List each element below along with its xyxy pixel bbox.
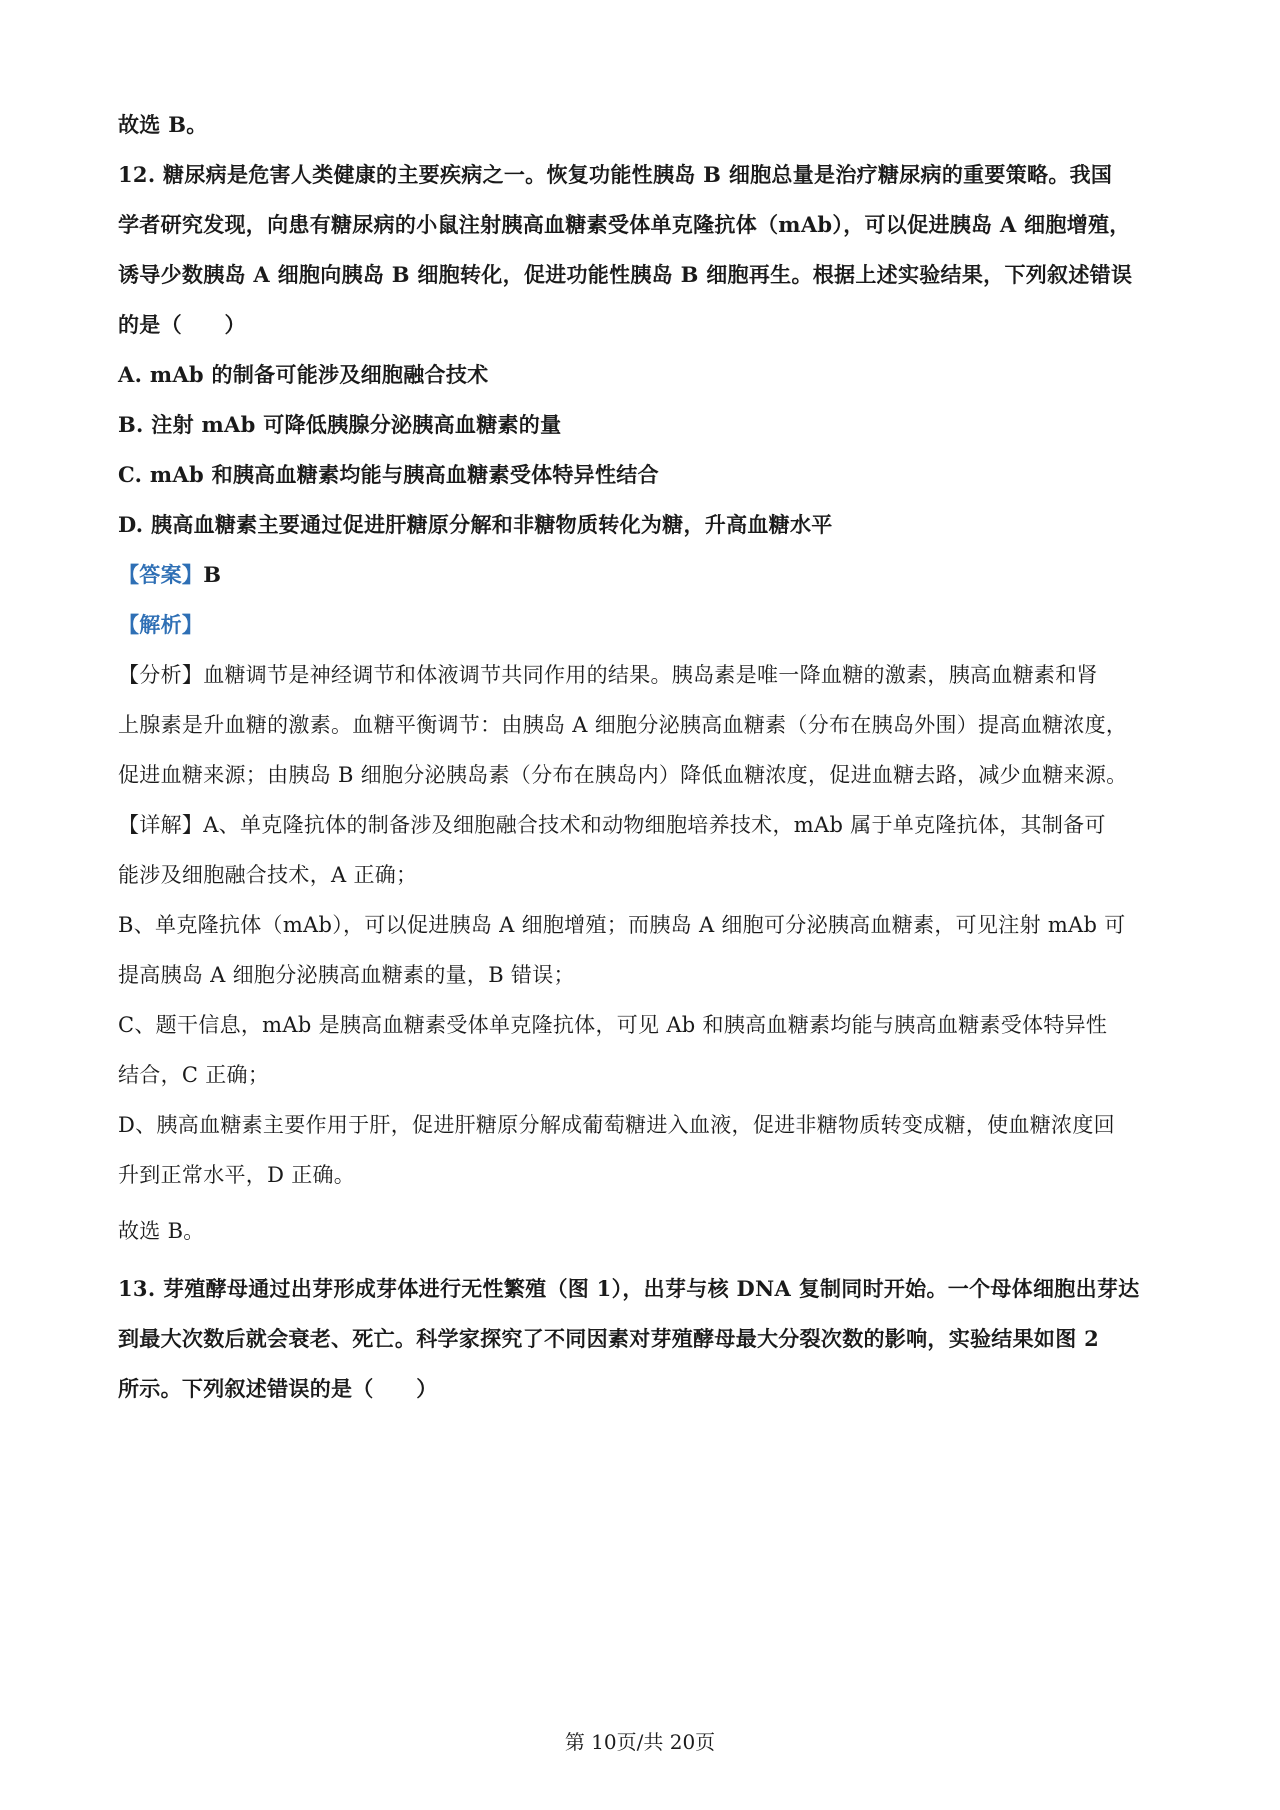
detail-text: 结合，C 正确； (118, 1063, 270, 1087)
analysis-text: 上腺素是升血糖的激素。血糖平衡调节：由胰岛 A 细胞分泌胰高血糖素（分布在胰岛外围）提高血糖浓度， (118, 713, 1128, 737)
conclusion-line: 故选 B。 (118, 112, 208, 137)
option-b: B. 注射 mAb 可降低胰腺分泌胰高血糖素的量 (118, 412, 562, 437)
conclusion-line: 故选 B。 (118, 1219, 205, 1243)
document-page (118, 100, 1178, 1414)
answer-value: B (203, 562, 222, 587)
option-d: D. 胰高血糖素主要通过促进肝糖原分解和非糖物质转化为糖，升高血糖水平 (118, 512, 833, 537)
detail-text: B、单克隆抗体（mAb），可以促进胰岛 A 细胞增殖；而胰岛 A 细胞可分泌胰高血糖素，可见注射 mAb 可 (118, 913, 1126, 937)
detail-text: C、题干信息，mAb 是胰高血糖素受体单克隆抗体，可见 Ab 和胰高血糖素均能与胰高血糖素受体特异性 (118, 1013, 1108, 1037)
question-12-text: 12. 糖尿病是危害人类健康的主要疾病之一。恢复功能性胰岛 B 细胞总量是治疗糖尿病的重要策略。我国 (118, 162, 1113, 187)
answer-tag: 【答案】 (118, 562, 204, 587)
detail-text: D、胰高血糖素主要作用于肝，促进肝糖原分解成葡萄糖进入血液，促进非糖物质转变成糖，使血糖浓度回 (118, 1113, 1115, 1137)
detail-text: 【详解】A、单克隆抗体的制备涉及细胞融合技术和动物细胞培养技术，mAb 属于单克隆抗体，其制备可 (118, 813, 1106, 837)
question-13-text: 13. 芽殖酵母通过出芽形成芽体进行无性繁殖（图 1），出芽与核 DNA 复制同时开始。一个母体细胞出芽达 (118, 1276, 1140, 1301)
question-13-text: 到最大次数后就会衰老、死亡。科学家探究了不同因素对芽殖酵母最大分裂次数的影响，实验结果如图 2 (118, 1326, 1100, 1351)
detail-text: 提高胰岛 A 细胞分泌胰高血糖素的量，B 错误； (118, 963, 575, 987)
detail-text: 升到正常水平，D 正确。 (118, 1163, 356, 1187)
question-12-text: 诱导少数胰岛 A 细胞向胰岛 B 细胞转化，促进功能性胰岛 B 细胞再生。根据上述实验结果，下列叙述错误 (118, 262, 1133, 287)
answer-line (118, 550, 1178, 600)
question-12-text: 学者研究发现，向患有糖尿病的小鼠注射胰高血糖素受体单克隆抗体（mAb），可以促进胰岛 A 细胞增殖， (118, 212, 1131, 237)
analysis-text: 【分析】血糖调节是神经调节和体液调节共同作用的结果。胰岛素是唯一降血糖的激素，胰高血糖素和肾 (118, 663, 1098, 687)
question-13-text: 所示。下列叙述错误的是（ ） (118, 1376, 438, 1401)
option-c: C. mAb 和胰高血糖素均能与胰高血糖素受体特异性结合 (118, 462, 659, 487)
detail-text: 能涉及细胞融合技术，A 正确； (118, 863, 418, 887)
analysis-tag: 【解析】 (118, 612, 204, 637)
page-number-footer: 第 10页/共 20页 (564, 1730, 716, 1754)
question-12-text: 的是（ ） (118, 312, 246, 337)
analysis-text: 促进血糖来源；由胰岛 B 细胞分泌胰岛素（分布在胰岛内）降低血糖浓度，促进血糖去路，减少血糖来源。 (118, 763, 1128, 787)
option-a: A. mAb 的制备可能涉及细胞融合技术 (118, 362, 489, 387)
